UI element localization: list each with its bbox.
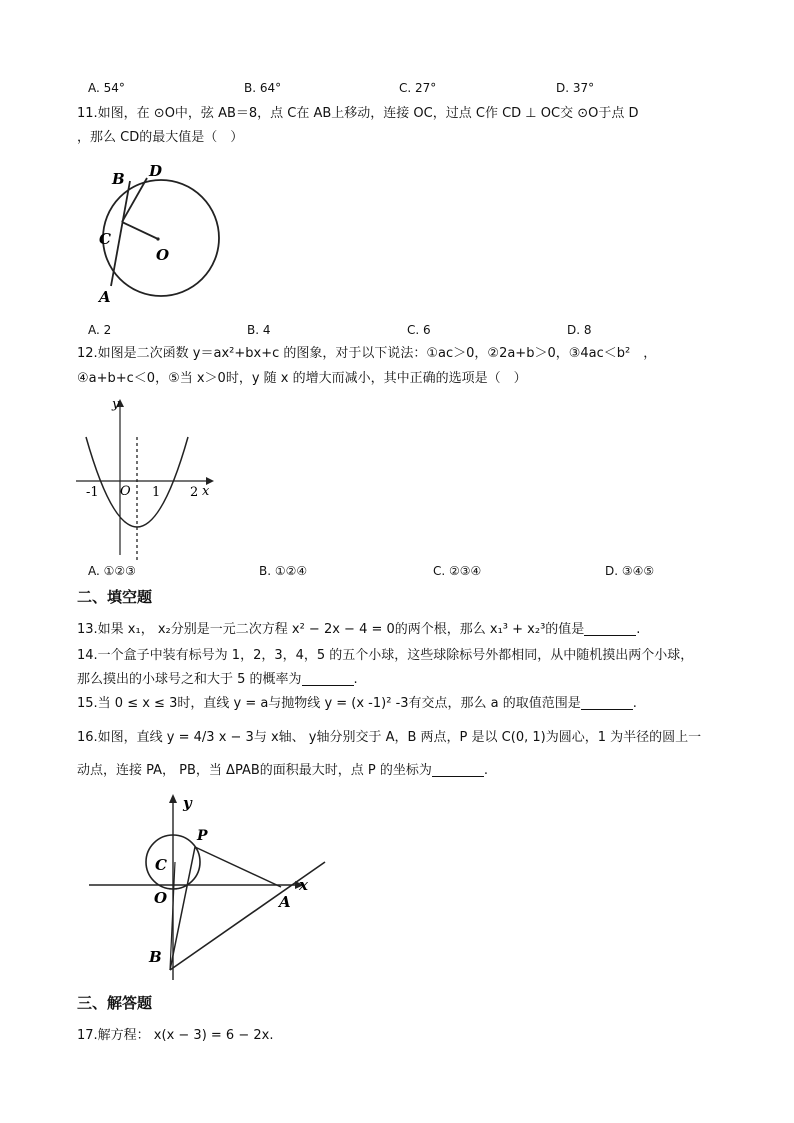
center-dot	[156, 237, 159, 240]
q11-circle-figure	[85, 158, 235, 308]
q12-text-line1: 12.如图是二次函数 y＝ax²+bx+c 的图象，对于以下说法：①ac＞0，②2a+b＞0，③4ac＜b² ，	[77, 346, 657, 361]
q10-option-a: A. 54°	[88, 81, 125, 95]
q16-text-line1: 16.如图，直线 y = 4/3 x − 3与 x轴、 y轴分别交于 A，B 两点，P 是以 C(0, 1)为圆心，1 为半径的圆上一	[77, 730, 702, 745]
tick-1: 1	[152, 485, 161, 500]
tick-neg1: -1	[86, 485, 99, 500]
label-b: B	[149, 948, 162, 966]
q12-option-c: C. ②③④	[433, 564, 482, 578]
label-o: O	[156, 246, 170, 264]
q11-option-d: D. 8	[567, 323, 592, 337]
q14-text-line2	[77, 670, 358, 690]
q13-text	[77, 620, 640, 640]
q11-option-a: A. 2	[88, 323, 112, 337]
q16-period: .	[483, 763, 489, 778]
q10-option-c: C. 27°	[399, 81, 437, 95]
y-axis-arrow	[169, 794, 177, 803]
q11-text-line1: 11.如图，在 ⊙O中，弦 AB＝8，点 C在 AB上移动，连接 OC，过点 C作 CD ⊥ OC交 ⊙O于点 D	[77, 106, 639, 121]
label-a: A	[99, 288, 111, 306]
label-x: x	[299, 876, 308, 894]
label-b: B	[112, 170, 125, 188]
q14-period: .	[353, 672, 358, 687]
label-d: D	[149, 162, 163, 180]
tick-2: 2	[190, 485, 199, 500]
q14-text-line1: 14.一个盒子中装有标号为 1，2，3，4，5 的五个小球，这些球除标号外都相同，从中随机摸出两个小球，	[77, 648, 694, 663]
label-p: P	[197, 828, 208, 844]
q11-option-c: C. 6	[407, 323, 431, 337]
section-fill-blank-heading: 二、填空题	[77, 588, 153, 606]
q16-answer-blank	[432, 764, 484, 777]
q11-option-b: B. 4	[247, 323, 271, 337]
label-origin: O	[120, 484, 131, 499]
label-c: C	[99, 230, 111, 248]
q15-answer-blank	[581, 697, 633, 710]
q15-text	[77, 694, 637, 714]
q10-option-b: B. 64°	[244, 81, 282, 95]
q12-parabola-figure	[72, 395, 222, 565]
label-x: x	[202, 484, 210, 499]
label-o: O	[154, 889, 168, 907]
q16-text-line2	[77, 761, 488, 781]
q12-option-d: D. ③④⑤	[605, 564, 655, 578]
label-y: y	[112, 397, 120, 412]
segment-pb	[170, 847, 195, 970]
q13-body: 13.如果 x₁， x₂分别是一元二次方程 x² − 2x − 4 = 0的两个根，那么 x₁³ + x₂³的值是	[77, 622, 585, 637]
q15-period: .	[632, 696, 637, 711]
q15-body: 15.当 0 ≤ x ≤ 3时，直线 y = a与抛物线 y = (x -1)² -3有交点，那么 a 的取值范围是	[77, 696, 581, 711]
q14-body: 那么摸出的小球号之和大于 5 的概率为	[77, 672, 302, 687]
label-c: C	[155, 856, 167, 874]
q12-option-a: A. ①②③	[88, 564, 136, 578]
q16-body: 动点，连接 PA， PB，当 ΔPAB的面积最大时，点 P 的坐标为	[77, 763, 432, 778]
q12-text-line2: ④a+b+c＜0，⑤当 x＞0时，y 随 x 的增大而减小，其中正确的选项是（ ）	[77, 371, 527, 386]
label-a: A	[279, 893, 291, 911]
label-y: y	[183, 794, 192, 812]
segment-oc	[122, 222, 158, 239]
segment-pa	[195, 847, 281, 887]
q11-text-line2: ，那么 CD的最大值是（ ）	[77, 130, 244, 145]
q12-option-b: B. ①②④	[259, 564, 308, 578]
q14-answer-blank	[302, 673, 354, 686]
q16-line-circle-figure	[85, 790, 335, 985]
q13-answer-blank	[584, 623, 636, 636]
q17-text: 17.解方程： x(x − 3) = 6 − 2x.	[77, 1028, 274, 1043]
section-answer-heading: 三、解答题	[77, 994, 153, 1012]
q13-period: .	[636, 622, 641, 637]
q10-option-d: D. 37°	[556, 81, 595, 95]
